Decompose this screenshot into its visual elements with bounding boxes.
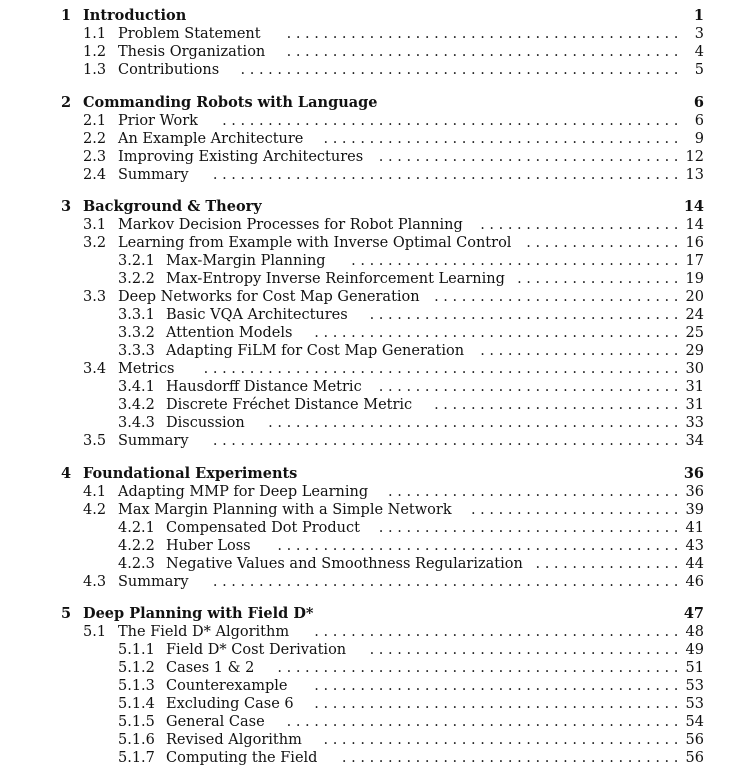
toc-entry-title: General Case xyxy=(166,713,269,731)
toc-section-row[interactable] xyxy=(0,432,755,450)
toc-dot-leader: . . . . . . . . . . . . . . . . . . . . . . . . . . . . . . . . . . . . . . . xyxy=(323,732,683,748)
toc-entry-number: 4.2.2 xyxy=(118,537,155,554)
toc-entry-number: 3.2.1 xyxy=(118,253,155,269)
toc-section-row[interactable] xyxy=(0,396,755,414)
toc-dot-leader: . . . . . . . . . . . . . . . . . . . . . . . . . . . . . . . . . . xyxy=(369,642,683,658)
toc-section-row[interactable] xyxy=(0,519,755,537)
toc-section-row[interactable] xyxy=(0,641,755,659)
toc-dot-leader: . . . . . . . . . . . . . . . . . . . . . . . . . . . . . . . . . . . . . . . . . . . . xyxy=(277,660,683,676)
toc-entry-number: 3.3.3 xyxy=(118,343,155,359)
toc-entry-title: Foundational Experiments xyxy=(83,465,301,483)
toc-entry-page: 1 xyxy=(693,7,704,24)
toc-entry-page: 56 xyxy=(685,750,704,766)
toc-entry-page: 51 xyxy=(685,660,704,676)
toc-section-row[interactable] xyxy=(0,555,755,573)
toc-entry-number: 3.2.2 xyxy=(118,271,155,287)
toc-entry-number: 3.4.2 xyxy=(118,397,155,413)
toc-section-row[interactable] xyxy=(0,61,755,79)
toc-section-row[interactable] xyxy=(0,749,755,767)
toc-dot-leader: . . . . . . . . . . . . . . . . . . . . . . . . . . . . . . . . . . . . . . . . . . . . . xyxy=(268,415,683,431)
toc-entry-page: 5 xyxy=(694,62,704,78)
toc-entry-title: Deep Networks for Cost Map Generation xyxy=(118,288,424,306)
toc-entry-number: 5.1.3 xyxy=(118,678,155,694)
toc-section-row[interactable] xyxy=(0,378,755,396)
toc-section-row[interactable] xyxy=(0,573,755,591)
toc-entry-page: 39 xyxy=(685,501,704,518)
toc-entry-number: 5.1.5 xyxy=(118,714,155,730)
toc-dot-leader: . . . . . . . . . . . . . . . . . . . . . . . . . . . . . . . . . . . . . . . . . . . xyxy=(286,714,683,730)
toc-entry-number: 1.1 xyxy=(83,26,107,42)
toc-entry-title: Thesis Organization xyxy=(118,43,269,61)
toc-dot-leader: . . . . . . . . . . . . . . . . . . . . . . . . . . . . . . . . . . . . . . . . xyxy=(314,696,683,712)
toc-entry-number: 4.2 xyxy=(83,501,107,518)
toc-entry-page: 48 xyxy=(685,624,704,640)
toc-section-row[interactable] xyxy=(0,25,755,43)
toc-entry-title: Hausdorff Distance Metric xyxy=(166,378,366,396)
toc-entry-page: 54 xyxy=(685,714,704,730)
toc-dot-leader: . . . . . . . . . . . . . . . . . . . . . . . . . . . . . . . . . . . . . . . . . . . xyxy=(286,44,683,60)
toc-dot-leader: . . . . . . . . . . . . . . . . . . xyxy=(517,271,683,287)
toc-entry-number: 1.2 xyxy=(83,44,107,60)
toc-dot-leader: . . . . . . . . . . . . . . . . . . . . . . xyxy=(480,343,683,359)
toc-dot-leader: . . . . . . . . . . . . . . . . . . . . . . . . . . . . . . . . . . . . . . . . . . . . . . . . . . . xyxy=(212,166,683,183)
toc-entry-number: 3.3.1 xyxy=(118,307,155,323)
toc-entry-page: 36 xyxy=(685,483,704,500)
toc-entry-number: 1.3 xyxy=(83,62,107,78)
toc-entry-title: Cases 1 & 2 xyxy=(166,659,258,677)
toc-section-row[interactable] xyxy=(0,695,755,713)
toc-entry-title: Discussion xyxy=(166,414,249,432)
toc-entry-page: 6 xyxy=(694,112,704,129)
toc-section-row[interactable] xyxy=(0,483,755,501)
toc-entry-number: 5.1.4 xyxy=(118,696,155,712)
toc-entry-page: 20 xyxy=(685,289,704,305)
toc-section-row[interactable] xyxy=(0,306,755,324)
toc-entry-number: 3.4 xyxy=(83,361,107,377)
toc-entry-title: Counterexample xyxy=(166,677,292,695)
toc-entry-title: Contributions xyxy=(118,61,223,79)
toc-entry-page: 14 xyxy=(685,217,704,233)
toc-entry-title: Adapting MMP for Deep Learning xyxy=(118,483,372,501)
toc-entry-title: Max Margin Planning with a Simple Network xyxy=(118,501,456,519)
toc-entry-title: Deep Planning with Field D* xyxy=(83,605,318,623)
toc-entry-page: 36 xyxy=(683,464,704,482)
toc-dot-leader: . . . . . . . . . . . . . . . . xyxy=(535,555,683,572)
toc-entry-number: 2.2 xyxy=(83,130,107,147)
toc-entry-page: 34 xyxy=(685,433,704,449)
toc-entry-title: Excluding Case 6 xyxy=(166,695,298,713)
toc-chapter-row[interactable] xyxy=(0,198,755,216)
toc-entry-page: 9 xyxy=(694,130,704,147)
toc-entry-number: 3.1 xyxy=(83,217,107,233)
toc-entry-page: 13 xyxy=(685,166,704,183)
toc-section-row[interactable] xyxy=(0,324,755,342)
toc-dot-leader: . . . . . . . . . . . . . . . . . . . . . . . . . . . . . . . . . xyxy=(378,379,683,395)
toc-entry-page: 19 xyxy=(685,271,704,287)
toc-section-row[interactable] xyxy=(0,677,755,695)
toc-chapter-row[interactable] xyxy=(0,605,755,623)
toc-section-row[interactable] xyxy=(0,713,755,731)
toc-dot-leader: . . . . . . . . . . . . . . . . . . . . . . . . . . . . . . . . . . . . . . . xyxy=(323,130,683,147)
toc-entry-page: 16 xyxy=(685,235,704,251)
toc-entry-number: 4 xyxy=(61,464,72,482)
toc-dot-leader: . . . . . . . . . . . . . . . . . xyxy=(526,235,683,251)
toc-section-row[interactable] xyxy=(0,130,755,148)
toc-entry-page: 41 xyxy=(685,519,704,536)
toc-entry-page: 17 xyxy=(685,253,704,269)
toc-entry-title: Attention Models xyxy=(166,324,296,342)
toc-entry-title: Computing the Field xyxy=(166,749,321,767)
toc-dot-leader: . . . . . . . . . . . . . . . . . . . . . . . . . . . . . . . . . . . . . . . . . . . . . . . . . . . . xyxy=(203,361,683,377)
toc-entry-title: An Example Architecture xyxy=(118,130,307,148)
toc-dot-leader: . . . . . . . . . . . . . . . . . . . . . . . . . . . . . . . . . . . . . . . . . . . . xyxy=(277,537,683,554)
toc-entry-page: 12 xyxy=(685,148,704,165)
toc-entry-page: 53 xyxy=(685,678,704,694)
toc-entry-number: 4.2.3 xyxy=(118,555,155,572)
toc-entry-page: 46 xyxy=(685,573,704,590)
toc-section-row[interactable] xyxy=(0,252,755,270)
toc-entry-page: 56 xyxy=(685,732,704,748)
toc-section-row[interactable] xyxy=(0,166,755,184)
toc-dot-leader: . . . . . . . . . . . . . . . . . . . . . . . . . . . xyxy=(434,289,683,305)
toc-entry-title: Max-Margin Planning xyxy=(166,252,330,270)
toc-entry-number: 3 xyxy=(61,198,72,215)
toc-dot-leader: . . . . . . . . . . . . . . . . . . . . . . . . . . . . . . . . . . . . . . . . xyxy=(314,624,683,640)
toc-section-row[interactable] xyxy=(0,112,755,130)
toc-entry-title: Negative Values and Smoothness Regularization xyxy=(166,555,527,573)
toc-entry-title: Discrete Fréchet Distance Metric xyxy=(166,396,416,414)
toc-section-row[interactable] xyxy=(0,234,755,252)
toc-dot-leader: . . . . . . . . . . . . . . . . . . . . . . . . . . . . . . . . . xyxy=(378,519,683,536)
toc-dot-leader: . . . . . . . . . . . . . . . . . . . . . . . xyxy=(470,501,683,518)
toc-dot-leader: . . . . . . . . . . . . . . . . . . . . . . . . . . . . . . . . . . . . . xyxy=(341,750,683,766)
toc-entry-number: 2.4 xyxy=(83,166,107,183)
toc-entry-title: Introduction xyxy=(83,7,190,25)
toc-entry-title: Prior Work xyxy=(118,112,202,130)
toc-entry-number: 5.1.1 xyxy=(118,642,155,658)
toc-entry-title: Field D* Cost Derivation xyxy=(166,641,350,659)
toc-entry-title: Summary xyxy=(118,432,193,450)
toc-entry-number: 4.3 xyxy=(83,573,107,590)
toc-entry-page: 31 xyxy=(685,379,704,395)
toc-entry-number: 5 xyxy=(61,605,72,622)
toc-dot-leader: . . . . . . . . . . . . . . . . . . . . . . . . . . . . . . . . . . xyxy=(369,307,683,323)
toc-entry-title: Markov Decision Processes for Robot Planning xyxy=(118,216,467,234)
toc-entry-title: Learning from Example with Inverse Optimal Control xyxy=(118,234,515,252)
toc-section-row[interactable] xyxy=(0,148,755,166)
toc-dot-leader: . . . . . . . . . . . . . . . . . . . . . . . . . . . . . . . . . . . . . . . . . . . . . . . . . . xyxy=(222,112,683,129)
toc-entry-title: Compensated Dot Product xyxy=(166,519,364,537)
toc-entry-page: 30 xyxy=(685,361,704,377)
toc-entry-page: 31 xyxy=(685,397,704,413)
toc-entry-page: 6 xyxy=(693,93,704,111)
toc-dot-leader: . . . . . . . . . . . . . . . . . . . . . . . . . . . . . . . . . . . . . . . . . . . xyxy=(286,26,683,42)
toc-entry-title: Adapting FiLM for Cost Map Generation xyxy=(166,342,468,360)
toc-entry-page: 33 xyxy=(685,415,704,431)
toc-dot-leader: . . . . . . . . . . . . . . . . . . . . . . . . . . . . . . . . . . . . . . . . . . . . . . . . . . . xyxy=(212,573,683,590)
toc-entry-title: Summary xyxy=(118,166,193,184)
toc-dot-leader: . . . . . . . . . . . . . . . . . . . . . . . . . . . xyxy=(434,397,683,413)
toc-entry-number: 3.2 xyxy=(83,235,107,251)
toc-dot-leader: . . . . . . . . . . . . . . . . . . . . . . . . . . . . . . . . . . . . . . . . . . . . . . . . xyxy=(240,62,683,78)
toc-entry-number: 3.4.3 xyxy=(118,415,155,431)
toc-dot-leader: . . . . . . . . . . . . . . . . . . . . . . . . . . . . . . . . . . . . . . . . xyxy=(314,678,683,694)
toc-entry-page: 14 xyxy=(683,198,704,215)
toc-entry-page: 53 xyxy=(685,696,704,712)
toc-entry-title: Revised Algorithm xyxy=(166,731,306,749)
toc-entry-number: 3.3.2 xyxy=(118,325,155,341)
toc-entry-number: 5.1.2 xyxy=(118,660,155,676)
toc-entry-title: Max-Entropy Inverse Reinforcement Learning xyxy=(166,270,509,288)
toc-entry-title: Problem Statement xyxy=(118,25,265,43)
toc-entry-page: 47 xyxy=(683,605,704,622)
toc-entry-number: 5.1.7 xyxy=(118,750,155,766)
toc-dot-leader: . . . . . . . . . . . . . . . . . . . . . . . . . . . . . . . . . . . . . . . . xyxy=(314,325,683,341)
toc-dot-leader: . . . . . . . . . . . . . . . . . . . . . . . . . . . . . . . . . . . . xyxy=(351,253,683,269)
toc-entry-title: Improving Existing Architectures xyxy=(118,148,367,166)
toc-chapter-row[interactable] xyxy=(0,465,755,483)
toc-entry-page: 3 xyxy=(694,26,704,42)
toc-section-row[interactable] xyxy=(0,342,755,360)
toc-section-row[interactable] xyxy=(0,537,755,555)
toc-section-row[interactable] xyxy=(0,731,755,749)
toc-entry-title: The Field D* Algorithm xyxy=(118,623,293,641)
toc-entry-title: Metrics xyxy=(118,360,178,378)
toc-entry-title: Huber Loss xyxy=(166,537,255,555)
toc-section-row[interactable] xyxy=(0,43,755,61)
toc-entry-number: 3.3 xyxy=(83,289,107,305)
toc-section-row[interactable] xyxy=(0,216,755,234)
toc-entry-page: 44 xyxy=(685,555,704,572)
toc-dot-leader: . . . . . . . . . . . . . . . . . . . . . . xyxy=(480,217,683,233)
toc-dot-leader: . . . . . . . . . . . . . . . . . . . . . . . . . . . . . . . . xyxy=(388,483,683,500)
toc-entry-page: 4 xyxy=(694,44,704,60)
toc-entry-page: 25 xyxy=(685,325,704,341)
toc-section-row[interactable] xyxy=(0,414,755,432)
toc-section-row[interactable] xyxy=(0,623,755,641)
toc-section-row[interactable] xyxy=(0,659,755,677)
toc-entry-number: 3.5 xyxy=(83,433,107,449)
toc-section-row[interactable] xyxy=(0,501,755,519)
toc-entry-page: 24 xyxy=(685,307,704,323)
toc-entry-title: Background & Theory xyxy=(83,198,266,216)
toc-entry-title: Summary xyxy=(118,573,193,591)
toc-section-row[interactable] xyxy=(0,270,755,288)
toc-entry-number: 1 xyxy=(61,7,72,24)
toc-entry-page: 49 xyxy=(685,642,704,658)
toc-dot-leader: . . . . . . . . . . . . . . . . . . . . . . . . . . . . . . . . . . . . . . . . . . . . . . . . . . . xyxy=(212,433,683,449)
toc-dot-leader: . . . . . . . . . . . . . . . . . . . . . . . . . . . . . . . . . xyxy=(378,148,683,165)
toc-entry-page: 29 xyxy=(685,343,704,359)
toc-entry-number: 2.1 xyxy=(83,112,107,129)
toc-entry-number: 4.1 xyxy=(83,483,107,500)
toc-entry-title: Basic VQA Architectures xyxy=(166,306,352,324)
toc-chapter-row[interactable] xyxy=(0,7,755,25)
toc-entry-number: 5.1 xyxy=(83,624,107,640)
toc-entry-number: 2 xyxy=(61,93,72,111)
toc-entry-title: Commanding Robots with Language xyxy=(83,94,382,112)
toc-entry-number: 2.3 xyxy=(83,148,107,165)
toc-entry-number: 5.1.6 xyxy=(118,732,155,748)
toc-section-row[interactable] xyxy=(0,288,755,306)
toc-section-row[interactable] xyxy=(0,360,755,378)
toc-entry-page: 43 xyxy=(685,537,704,554)
toc-chapter-row[interactable] xyxy=(0,94,755,112)
toc-entry-number: 3.4.1 xyxy=(118,379,155,395)
toc-entry-number: 4.2.1 xyxy=(118,519,155,536)
